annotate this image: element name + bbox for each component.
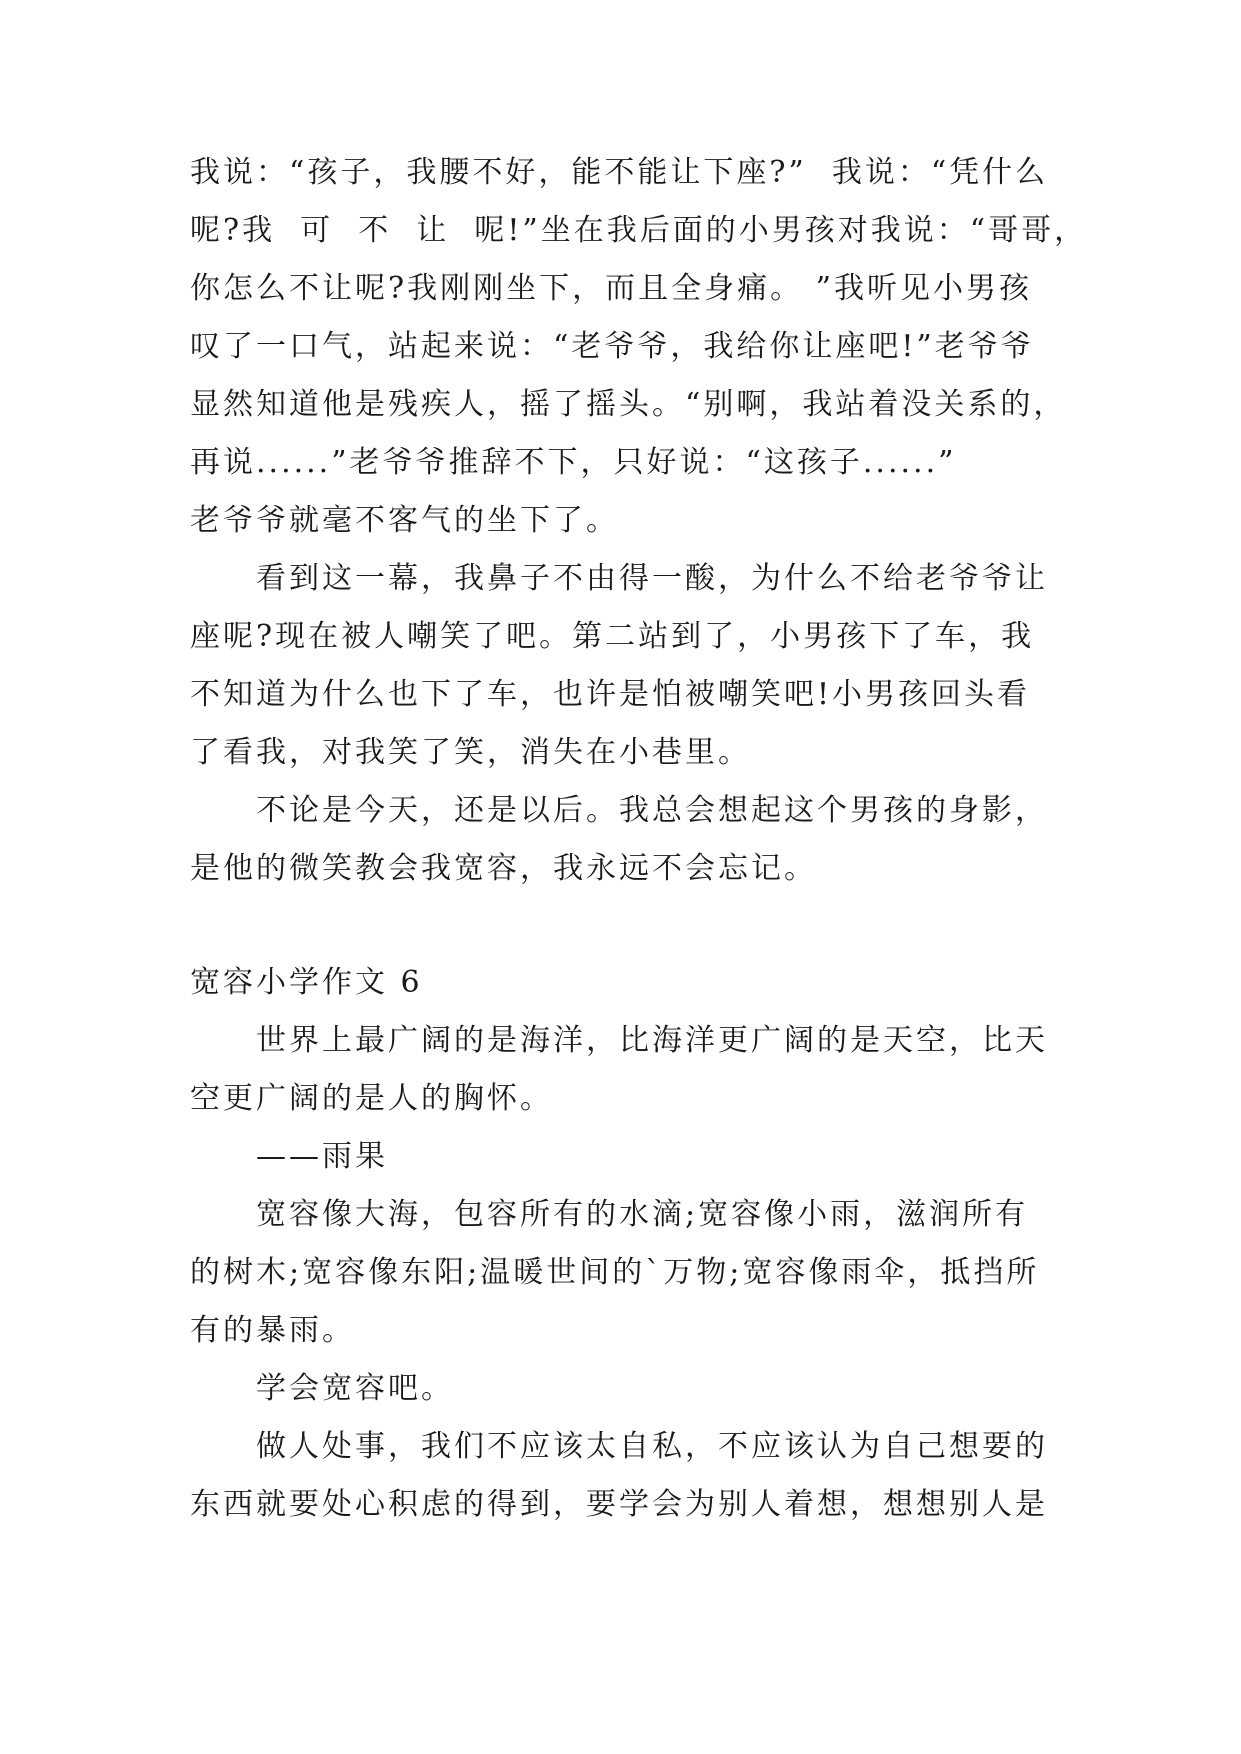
- section-title: 宽容小学作文 6: [190, 965, 423, 1000]
- paragraph-start: 看到这一幕，我鼻子不由得一酸，为什么不给老爷爷让: [256, 561, 1048, 596]
- text-line: 我说：“孩子，我腰不好，能不能让下座?” 我说：“凭什么: [190, 155, 1049, 190]
- text-line: 再说......”老爷爷推辞不下，只好说：“这孩子......”: [190, 445, 957, 480]
- text-line: 你怎么不让呢?我刚刚坐下，而且全身痛。 ”我听见小男孩: [190, 271, 1032, 306]
- text-line: 是他的微笑教会我宽容，我永远不会忘记。: [190, 851, 817, 886]
- quote-attribution: ——雨果: [256, 1139, 388, 1174]
- text-line: 叹了一口气，站起来说：“老爷爷，我给你让座吧!”老爷爷: [190, 329, 1034, 364]
- text-line: 的树木;宽容像东阳;温暖世间的`万物;宽容像雨伞，抵挡所: [190, 1255, 1040, 1290]
- text-line: 东西就要处心积虑的得到，要学会为别人着想，想想别人是: [190, 1487, 1048, 1522]
- text-line: 显然知道他是残疾人，摇了摇头。“别啊，我站着没关系的，: [190, 387, 1067, 422]
- paragraph-start: 做人处事，我们不应该太自私，不应该认为自己想要的: [256, 1429, 1048, 1464]
- paragraph-start: 学会宽容吧。: [256, 1371, 454, 1406]
- text-line: 有的暴雨。: [190, 1313, 355, 1348]
- text-line: 了看我，对我笑了笑，消失在小巷里。: [190, 735, 751, 770]
- text-line: 不知道为什么也下了车，也许是怕被嘲笑吧!小男孩回头看: [190, 677, 1031, 712]
- text-line: 空更广阔的是人的胸怀。: [190, 1081, 553, 1116]
- text-line: 呢?我 可 不 让 呢!”坐在我后面的小男孩对我说：“哥哥，: [190, 213, 1088, 248]
- paragraph-start: 宽容像大海，包容所有的水滴;宽容像小雨，滋润所有: [256, 1197, 1029, 1232]
- text-line: 老爷爷就毫不客气的坐下了。: [190, 503, 619, 538]
- text-line: 座呢?现在被人嘲笑了吧。第二站到了，小男孩下了车，我: [190, 619, 1035, 654]
- paragraph-start: 世界上最广阔的是海洋，比海洋更广阔的是天空，比天: [256, 1023, 1048, 1058]
- paragraph-start: 不论是今天，还是以后。我总会想起这个男孩的身影，: [256, 793, 1048, 828]
